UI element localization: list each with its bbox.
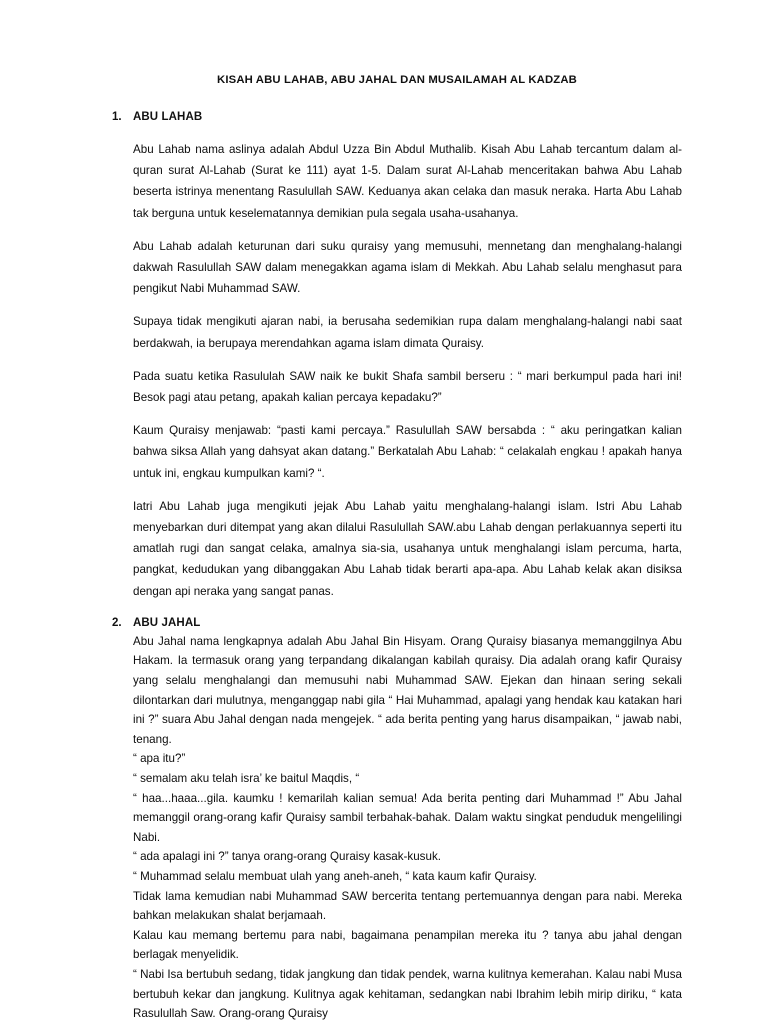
paragraph: Tidak lama kemudian nabi Muhammad SAW bercerita tentang pertemuannya dengan para nabi. Mereka bahkan melakukan shalat berjamaah.	[133, 889, 682, 923]
paragraph: “ semalam aku telah isra’ ke baitul Maqdis, “	[133, 772, 360, 786]
paragraph: Abu Lahab adalah keturunan dari suku quraisy yang memusuhi, mennetang dan menghalang-halangi dakwah Rasulullah SAW dalam menegakkan agama islam di Mekkah. Abu Lahab selalu menghasut para pengikut Nabi Muhammad SAW.	[133, 239, 682, 296]
paragraph: Pada suatu ketika Rasululah SAW naik ke bukit Shafa sambil berseru : “ mari berkumpul pada hari ini! Besok pagi atau petang, apakah kalian percaya kepadaku?”	[133, 369, 682, 405]
section-abu-jahal	[112, 615, 682, 1024]
section-body-abu-lahab	[133, 139, 682, 602]
section-heading-abu-lahab	[112, 109, 682, 126]
section-heading-label: ABU JAHAL	[133, 616, 201, 629]
title-spacer	[112, 88, 682, 109]
section-heading-abu-jahal	[112, 615, 682, 632]
paragraph: Abu Jahal nama lengkapnya adalah Abu Jahal Bin Hisyam. Orang Quraisy biasanya memanggilnya Abu Hakam. Ia termasuk orang yang terpandang dikalangan kabilah quraisy. Dia adalah orang kafir Quraisy yang selalu menghalangi dan memusuhi nabi Muhammad SAW. Ejekan dan hinaan sering sekali dilontarkan dari mulutnya, menganggap nabi gila “ Hai Muhammad, apalagi yang hendak kau katakan hari ini ?” suara Abu Jahal dengan nada mengejek. “ ada berita penting yang harus disampaikan, “ jawab nabi, tenang.	[133, 634, 682, 746]
paragraph: Supaya tidak mengikuti ajaran nabi, ia berusaha sedemikian rupa dalam menghalang-halangi nabi saat berdakwah, ia berupaya merendahkan agama islam dimata Quraisy.	[133, 315, 682, 350]
document-title: KISAH ABU LAHAB, ABU JAHAL DAN MUSAILAMAH AL KADZAB	[217, 74, 577, 86]
paragraph: Iatri Abu Lahab juga mengikuti jejak Abu Lahab yaitu menghalang-halangi islam. Istri Abu Lahab menyebarkan duri ditempat yang akan dilalui Rasulullah SAW.abu Lahab dengan perlakuannya seperti itu amatlah rugi dan sangat celaka, amalnya sia-sia, usahanya untuk menghalangi islam percuma, harta, pangkat, kedudukan yang dibanggakan Abu Lahab tidak berarti apa-apa. Abu Lahab kelak akan disiksa dengan api neraka yang sangat panas.	[133, 499, 682, 598]
paragraph: Kalau kau memang bertemu para nabi, bagaimana penampilan mereka itu ? tanya abu jahal dengan berlagak menyelidik.	[133, 928, 682, 962]
section-gap	[112, 602, 682, 615]
section-abu-lahab	[112, 109, 682, 602]
section-body-abu-jahal	[133, 632, 682, 1024]
section-heading-label: ABU LAHAB	[133, 111, 203, 123]
paragraph: “ Muhammad selalu membuat ulah yang aneh-aneh, “ kata kaum kafir Quraisy.	[133, 869, 537, 883]
paragraph: “ Nabi Isa bertubuh sedang, tidak jangkung dan tidak pendek, warna kulitnya kemerahan. Kalau nabi Musa bertubuh kekar dan jangkung. Kulitnya agak kehitaman, sedangkan nabi Ibrahim lebih mirip diriku, “ kata Rasulullah Saw. Orang-orang Quraisy	[133, 967, 682, 1021]
paragraph: Abu Lahab nama aslinya adalah Abdul Uzza Bin Abdul Muthalib. Kisah Abu Lahab tercantum dalam al-quran surat Al-Lahab (Surat ke 111) ayat 1-5. Dalam surat Al-Lahab menceritakan bahwa Abu Lahab beserta istrinya menentang Rasulullah SAW. Keduanya akan celaka dan masuk neraka. Harta Abu Lahab tak berguna untuk keselematannya demikian pula segala usaha-usahanya.	[133, 143, 682, 220]
paragraph: “ ada apalagi ini ?” tanya orang-orang Quraisy kasak-kusuk.	[133, 850, 441, 864]
paragraph: Kaum Quraisy menjawab: “pasti kami percaya.” Rasulullah SAW bersabda : “ aku peringatkan kalian bahwa siksa Allah yang dahsyat akan datang.” Berkatalah Abu Lahab: “ celakalah engkau ! apakah hanya untuk ini, engkau kumpulkan kami? “.	[133, 424, 682, 480]
section-number: 1.	[112, 111, 122, 123]
paragraph: “ apa itu?”	[133, 752, 186, 766]
section-number: 2.	[112, 616, 122, 629]
paragraph: “ haa...haaa...gila. kaumku ! kemarilah kalian semua! Ada berita penting dari Muhammad !” Abu Jahal memanggil orang-orang kafir Quraisy sambil terbahak-bahak. Dalam waktu singkat penduduk mengelilingi Nabi.	[133, 791, 682, 844]
